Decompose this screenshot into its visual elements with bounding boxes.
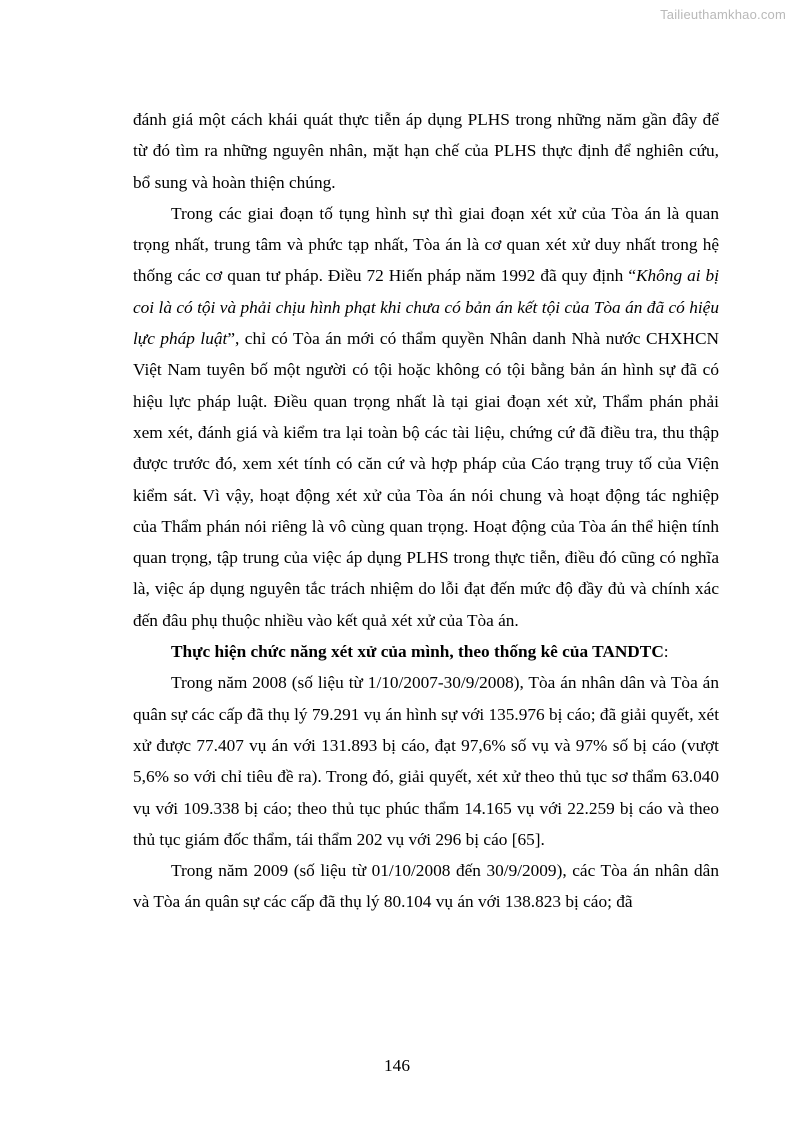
- page-body: [133, 104, 719, 918]
- watermark-text: Tailieuthamkhao.com: [660, 7, 786, 22]
- paragraph-continuation: đánh giá một cách khái quát thực tiễn áp dụng PLHS trong những năm gần đây để từ đó tìm ra những nguyên nhân, mặt hạn chế của PLHS thực định để nghiên cứu, bổ sung và hoàn thiện chúng.: [133, 110, 719, 192]
- page-number: 146: [384, 1056, 410, 1075]
- paragraph-text: ”, chỉ có Tòa án mới có thẩm quyền Nhân danh Nhà nước CHXHCN Việt Nam tuyên bố một người có tội hoặc không có tội bằng bản án hình sự đã có hiệu lực pháp luật. Điều quan trọng nhất là tại giai đoạn xét xử, Thẩm phán phải xem xét, đánh giá và kiểm tra lại toàn bộ các tài liệu, chứng cứ đã điều tra, thu thập được trước đó, xem xét tính có căn cứ và hợp pháp của Cáo trạng truy tố của Viện kiểm sát. Vì vậy, hoạt động xét xử của Tòa án nói chung và hoạt động tác nghiệp của Thẩm phán nói riêng là vô cùng quan trọng. Hoạt động của Tòa án thể hiện tính quan trọng, tập trung của việc áp dụng PLHS trong thực tiễn, điều đó cũng có nghĩa là, việc áp dụng nguyên tắc trách nhiệm do lỗi đạt đến mức độ đầy đủ và chính xác đến đâu phụ thuộc nhiều vào kết quả xét xử của Tòa án.: [133, 329, 720, 630]
- paragraph-trial-stage: [133, 198, 719, 636]
- paragraph-statistics-2009: Trong năm 2009 (số liệu từ 01/10/2008 đến 30/9/2009), các Tòa án nhân dân và Tòa án quân sự các cấp đã thụ lý 80.104 vụ án với 138.823 bị cáo; đã: [133, 861, 719, 912]
- heading-text: Thực hiện chức năng xét xử của mình, theo thống kê của TANDTC: [171, 642, 664, 662]
- paragraph-statistics-2008: Trong năm 2008 (số liệu từ 1/10/2007-30/9/2008), Tòa án nhân dân và Tòa án quân sự các cấp đã thụ lý 79.291 vụ án hình sự với 135.976 bị cáo; đã giải quyết, xét xử được 77.407 vụ án với 131.893 bị cáo, đạt 97,6% số vụ và 97% số bị cáo (vượt 5,6% so với chỉ tiêu đề ra). Trong đó, giải quyết, xét xử theo thủ tục sơ thẩm 63.040 vụ với 109.338 bị cáo; theo thủ tục phúc thẩm 14.165 vụ với 22.259 bị cáo và theo thủ tục giám đốc thẩm, tái thẩm 202 vụ với 296 bị cáo [65].: [133, 673, 719, 849]
- constitution-quote: Không ai bị coi là có tội và phải chịu hình phạt khi chưa có bản án kết tội của Tòa án đã có hiệu lực pháp luật: [133, 266, 719, 349]
- heading-colon: :: [663, 642, 669, 662]
- paragraph-text: Trong các giai đoạn tố tụng hình sự thì giai đoạn xét xử của Tòa án là quan trọng nhất, trung tâm và phức tạp nhất, Tòa án là cơ quan xét xử duy nhất trong hệ thống các cơ quan tư pháp. Điều 72 Hiến pháp năm 1992 đã quy định “: [133, 203, 719, 286]
- section-heading: [133, 636, 719, 667]
